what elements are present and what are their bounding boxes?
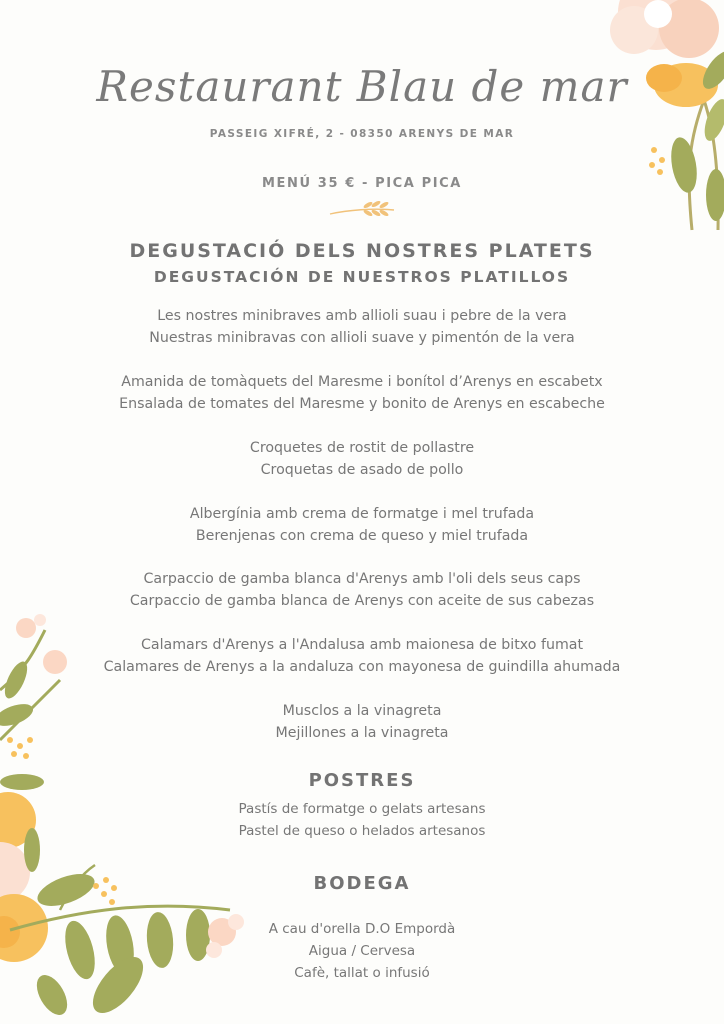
- bodega-item: Cafè, tallat o infusió: [294, 965, 430, 981]
- dish-ca: Amanida de tomàquets del Maresme i bonítol d’Arenys en escabetx: [121, 374, 603, 390]
- bodega-title: BODEGA: [313, 873, 411, 894]
- restaurant-name: Restaurant Blau de mar: [96, 62, 628, 111]
- dish-item: [0, 437, 724, 481]
- dish-es: Mejillones a la vinagreta: [275, 725, 449, 741]
- dessert-es: Pastel de queso o helados artesanos: [238, 823, 486, 839]
- dish-es: Calamares de Arenys a la andaluza con mayonesa de guindilla ahumada: [103, 659, 621, 675]
- restaurant-address: PASSEIG XIFRÉ, 2 - 08350 ARENYS DE MAR: [209, 128, 515, 140]
- dish-es: Berenjenas con crema de queso y miel trufada: [195, 528, 529, 544]
- dish-es: Carpaccio de gamba blanca de Arenys con aceite de sus cabezas: [129, 593, 595, 609]
- sprig-icon: [328, 198, 396, 220]
- dish-item: [0, 700, 724, 744]
- dish-es: Croquetas de asado de pollo: [260, 462, 464, 478]
- dish-item: [0, 503, 724, 547]
- dish-ca: Albergínia amb crema de formatge i mel trufada: [189, 506, 535, 522]
- dish-item: [0, 568, 724, 612]
- dish-es: Ensalada de tomates del Maresme y bonito de Arenys en escabeche: [119, 396, 605, 412]
- tasting-title-ca: DEGUSTACIÓ DELS NOSTRES PLATETS: [129, 240, 595, 262]
- dish-item: [0, 371, 724, 415]
- dish-ca: Carpaccio de gamba blanca d'Arenys amb l'oli dels seus caps: [143, 571, 581, 587]
- dish-ca: Croquetes de rostit de pollastre: [249, 440, 475, 456]
- tasting-title-es: DEGUSTACIÓN DE NUESTROS PLATILLOS: [153, 268, 571, 286]
- dish-ca: Musclos a la vinagreta: [282, 703, 442, 719]
- dish-es: Nuestras minibravas con allioli suave y pimentón de la vera: [149, 330, 575, 346]
- dish-item: [0, 634, 724, 678]
- floral-decoration-top-right: [594, 0, 724, 235]
- bodega-list: [0, 918, 724, 984]
- dessert-ca: Pastís de formatge o gelats artesans: [238, 801, 486, 817]
- bodega-item: Aigua / Cervesa: [308, 943, 416, 959]
- dessert-item: [0, 798, 724, 842]
- dish-ca: Les nostres minibraves amb allioli suau i pebre de la vera: [157, 308, 567, 324]
- postres-title: POSTRES: [308, 770, 416, 791]
- menu-price: MENÚ 35 € - PICA PICA: [262, 176, 462, 191]
- dish-ca: Calamars d'Arenys a l'Andalusa amb maionesa de bitxo fumat: [140, 637, 584, 653]
- dish-item: [0, 305, 724, 349]
- bodega-item: A cau d'orella D.O Empordà: [268, 921, 456, 937]
